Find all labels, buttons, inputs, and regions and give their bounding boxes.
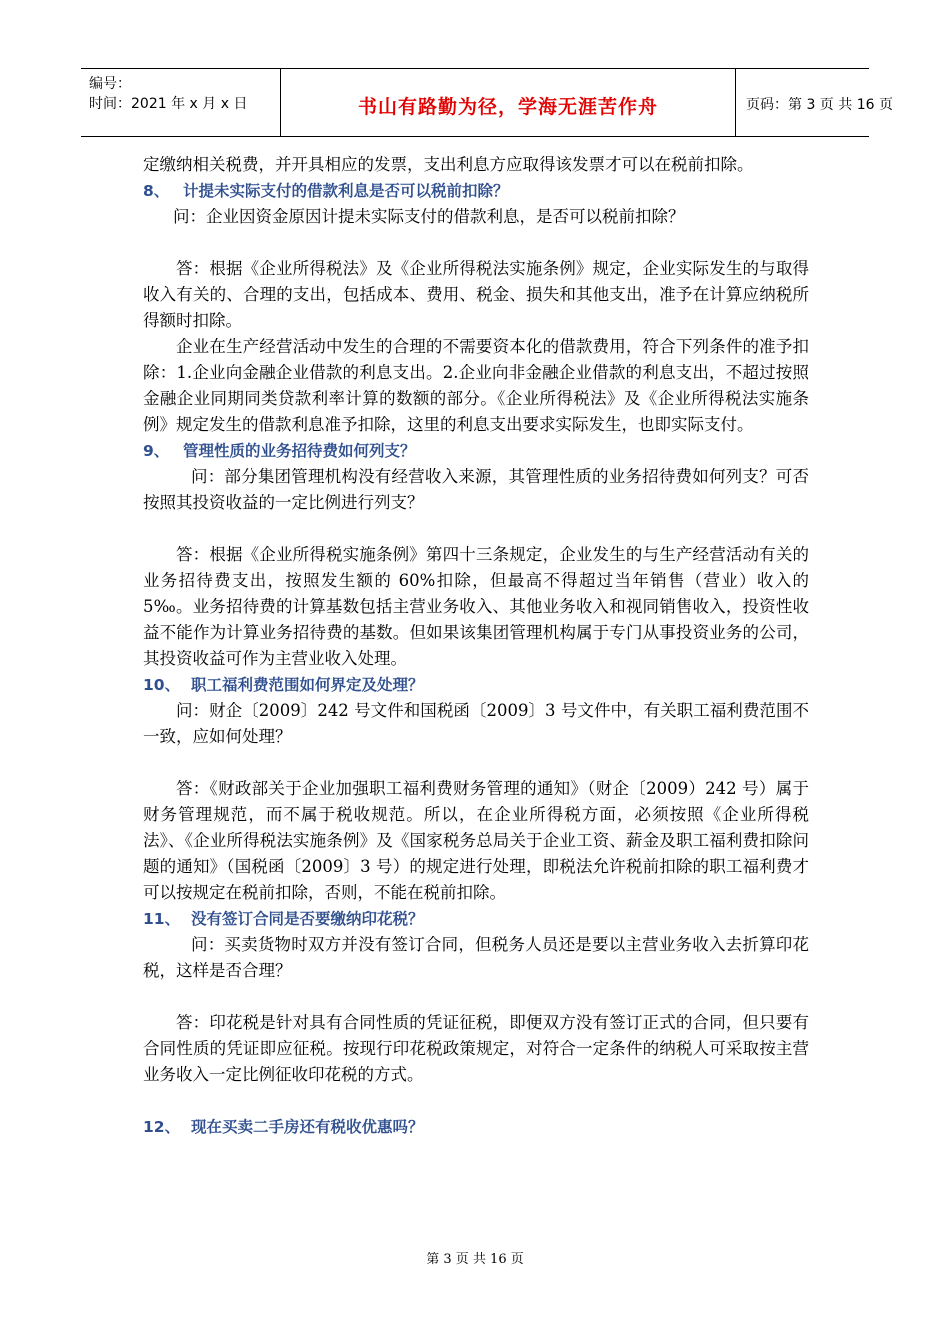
question-heading-9 <box>143 438 809 464</box>
time-label: 时间：2021 年 x 月 x 日 <box>89 96 248 112</box>
answer-10: 答：《财政部关于企业加强职工福利费财务管理的通知》（财企〔2009）242 号）属于财务管理规范，而不属于税收规范。所以，在企业所得税方面，必须按照《企业所得税法》、《企业所得税法实施条例》及《国家税务总局关于企业工资、薪金及职工福利费扣除问题的通知》（国税函〔2009〕3 号）的规定进行处理，即税法允许税前扣除的职工福利费才可以按规定在税前扣除，否则，不能在税前扣除。 <box>143 779 809 902</box>
question-heading-8 <box>143 178 809 204</box>
document-body <box>143 152 809 1140</box>
header-right-cell <box>736 69 893 136</box>
header-page-info: 页码：第 3 页 共 16 页 <box>746 97 893 113</box>
answer-9: 答：根据《企业所得税实施条例》第四十三条规定，企业发生的与生产经营活动有关的业务招待费支出，按照发生额的 60%扣除，但最高不得超过当年销售（营业）收入的 5‰。业务招待费的计算基数包括主营业务收入、其他业务收入和视同销售收入，投资性收益不能作为计算业务招待费的基数。但如果该集团管理机构属于专门从事投资业务的公司，其投资收益可作为主营业收入处理。 <box>143 545 809 668</box>
heading-text: 管理性质的业务招待费如何列支？ <box>183 442 416 460</box>
heading-number: 12、 <box>143 1118 181 1136</box>
heading-number: 8、 <box>143 182 170 200</box>
heading-number: 10、 <box>143 676 181 694</box>
page-header <box>81 68 893 137</box>
question-11: 问：买卖货物时双方并没有签订合同，但税务人员还是要以主营业务收入去折算印花税，这样是否合理？ <box>143 935 809 980</box>
question-8: 问：企业因资金原因计提未实际支付的借款利息，是否可以税前扣除？ <box>173 207 685 226</box>
answer-11: 答：印花税是针对具有合同性质的凭证征税，即便双方没有签订正式的合同，但只要有合同性质的凭证即应征税。按现行印花税政策规定，对符合一定条件的纳税人可采取按主营业务收入一定比例征收印花税的方式。 <box>143 1013 809 1084</box>
code-label: 编号： <box>89 76 131 92</box>
header-left-cell <box>81 69 281 136</box>
heading-number: 9、 <box>143 442 170 460</box>
page-footer: 第 3 页 共 16 页 <box>426 1252 524 1267</box>
heading-text: 职工福利费范围如何界定及处理？ <box>191 676 424 694</box>
spacer <box>143 1088 809 1114</box>
header-motto-cell <box>281 69 736 136</box>
question-heading-12 <box>143 1114 809 1140</box>
spacer <box>143 750 809 776</box>
heading-text: 计提未实际支付的借款利息是否可以税前扣除？ <box>183 182 509 200</box>
question-heading-10 <box>143 672 809 698</box>
header-motto: 书山有路勤为径，学海无涯苦作舟 <box>357 96 658 118</box>
spacer <box>143 984 809 1010</box>
heading-number: 11、 <box>143 910 181 928</box>
question-heading-11 <box>143 906 809 932</box>
answer-8-part1: 答：根据《企业所得税法》及《企业所得税法实施条例》规定，企业实际发生的与取得收入有关的、合理的支出，包括成本、费用、税金、损失和其他支出，准予在计算应纳税所得额时扣除。 <box>143 259 809 330</box>
heading-text: 现在买卖二手房还有税收优惠吗？ <box>191 1118 424 1136</box>
spacer <box>143 516 809 542</box>
paragraph: 定缴纳相关税费，并开具相应的发票，支出利息方应取得该发票才可以在税前扣除。 <box>143 155 754 174</box>
answer-8-part2: 企业在生产经营活动中发生的合理的不需要资本化的借款费用，符合下列条件的准予扣除：1.企业向金融企业借款的利息支出。2.企业向非金融企业借款的利息支出，不超过按照金融企业同期同类贷款利率计算的数额的部分。《企业所得税法》及《企业所得税法实施条例》规定发生的借款利息准予扣除，这里的利息支出要求实际发生，也即实际支付。 <box>143 337 809 434</box>
heading-text: 没有签订合同是否要缴纳印花税？ <box>191 910 424 928</box>
question-9: 问：部分集团管理机构没有经营收入来源，其管理性质的业务招待费如何列支？可否按照其投资收益的一定比例进行列支？ <box>143 467 809 512</box>
question-10: 问：财企〔2009〕242 号文件和国税函〔2009〕3 号文件中，有关职工福利费范围不一致，应如何处理？ <box>143 701 809 746</box>
spacer <box>143 230 809 256</box>
